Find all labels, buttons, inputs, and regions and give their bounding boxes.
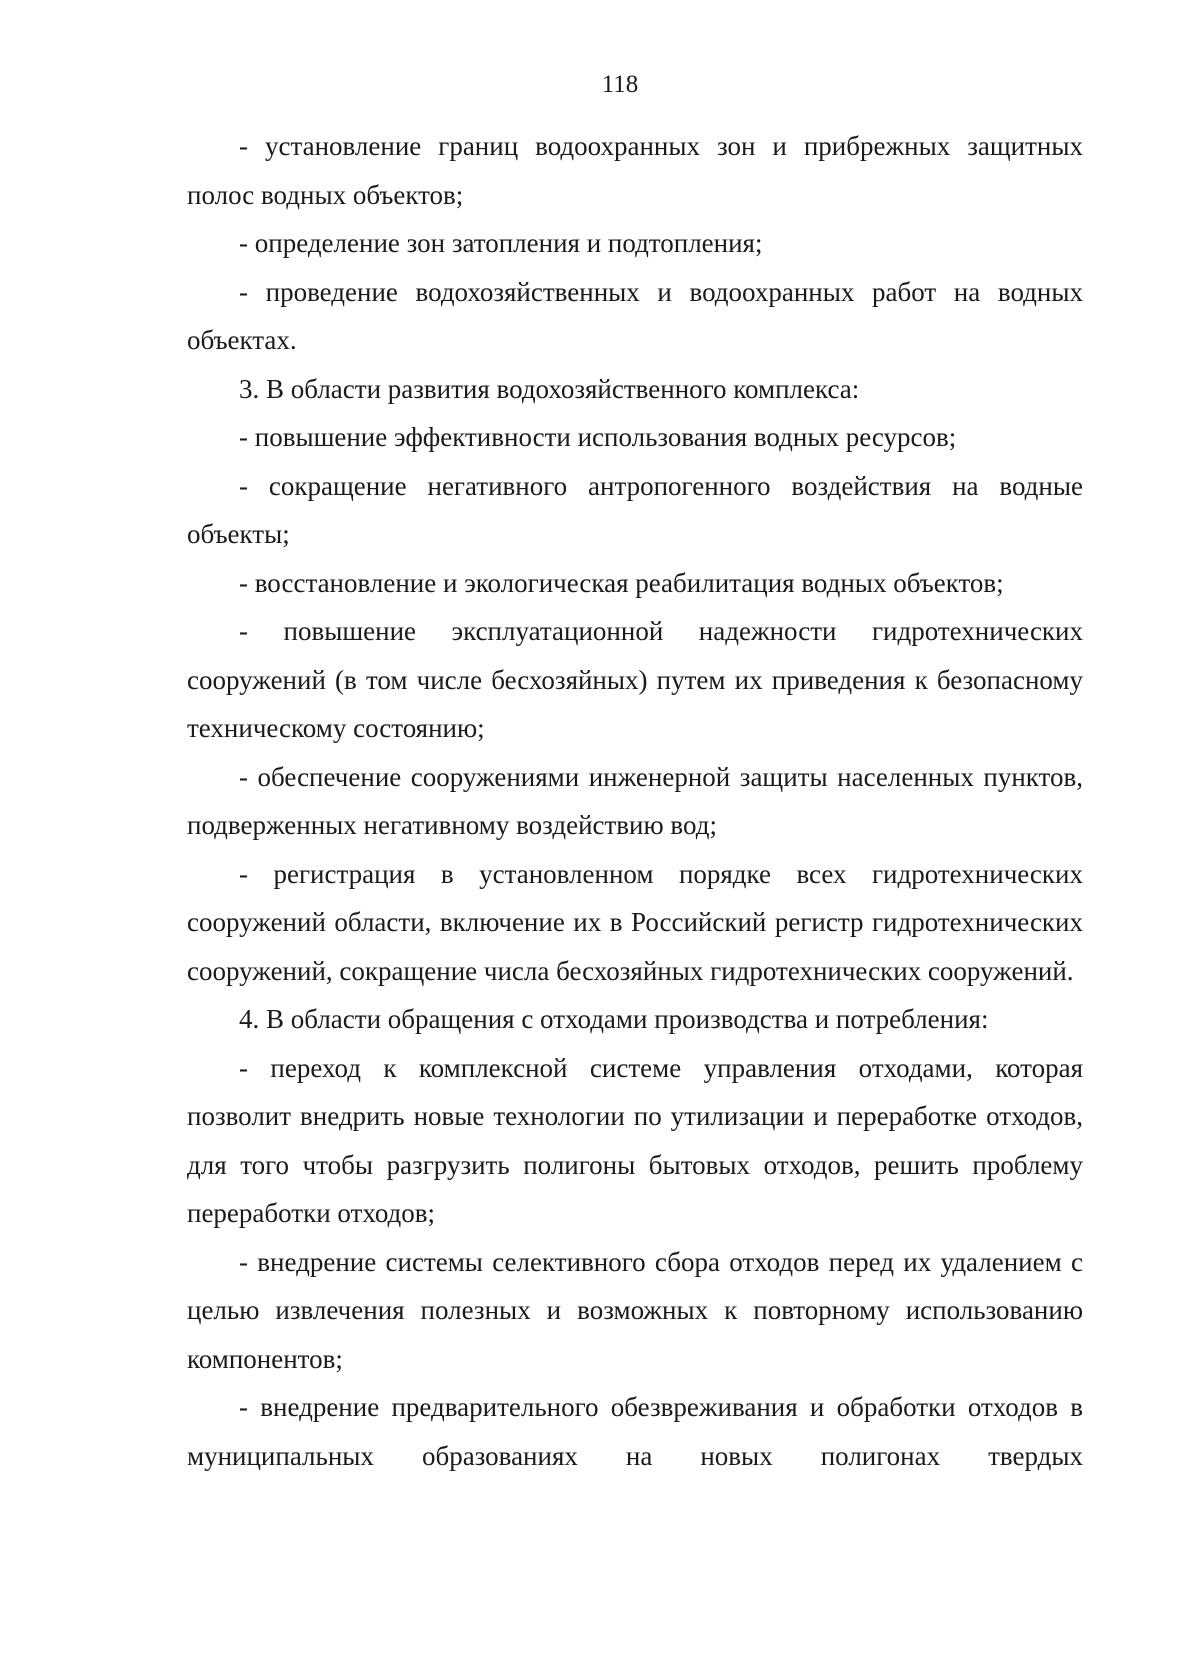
section-heading-waste: 4. В области обращения с отходами производства и потребления: [239, 1004, 989, 1034]
paragraph-pretreatment: - внедрение предварительного обезвреживания и обработки отходов в муниципальных образованиях на новых полигонах твердых [187, 1392, 1083, 1471]
paragraph-waste-management: - переход к комплексной системе управления отходами, которая позволит внедрить новые технологии по утилизации и переработке отходов, для того чтобы разгрузить полигоны бытовых отходов, решить проблему переработки отходов; [187, 1052, 1083, 1228]
paragraph-flood-zones: - определение зон затопления и подтопления; [239, 228, 763, 258]
paragraph-registration: - регистрация в установленном порядке всех гидротехнических сооружений области, включение их в Российский регистр гидротехнических сооружений, сокращение числа бесхозяйных гидротехнических сооружений. [187, 858, 1083, 986]
page-number: 118 [601, 71, 639, 98]
paragraph-water-works: - проведение водохозяйственных и водоохранных работ на водных объектах. [187, 276, 1083, 355]
paragraph-restoration: - восстановление и экологическая реабилитация водных объектов; [239, 567, 1004, 598]
section-heading-water-complex: 3. В области развития водохозяйственного комплекса: [239, 373, 860, 404]
paragraph-engineering-protection: - обеспечение сооружениями инженерной защиты населенных пунктов, подверженных негативному воздействию вод; [187, 761, 1083, 840]
document-body [187, 122, 1083, 1480]
paragraph-water-zones: - установление границ водоохранных зон и прибрежных защитных полос водных объектов; [187, 131, 1083, 210]
paragraph-selective-collection: - внедрение системы селективного сбора отходов перед их удалением с целью извлечения полезных и возможных к повторному использованию компонентов; [187, 1246, 1083, 1374]
paragraph-anthropogenic-impact: - сокращение негативного антропогенного воздействия на водные объекты; [187, 470, 1083, 549]
paragraph-reliability: - повышение эксплуатационной надежности гидротехнических сооружений (в том числе бесхозяйных) путем их приведения к безопасному техническому состоянию; [187, 616, 1083, 743]
paragraph-efficiency: - повышение эффективности использования водных ресурсов; [239, 422, 957, 452]
